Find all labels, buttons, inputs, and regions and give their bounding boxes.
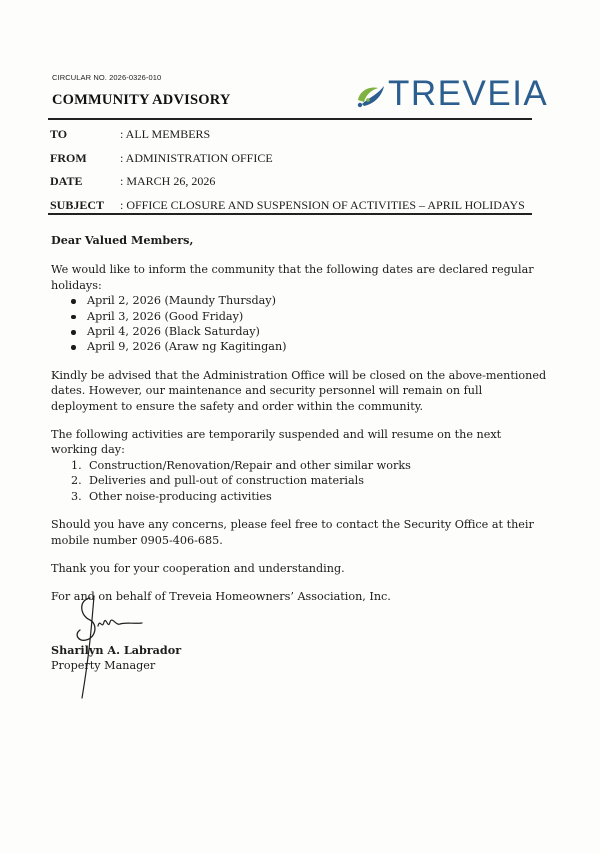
memo-label: DATE [50, 174, 83, 188]
memo-date-row [48, 171, 538, 195]
circular-number: CIRCULAR NO. 2026-0326-010 [52, 73, 162, 82]
list-item: April 2, 2026 (Maundy Thursday) [70, 293, 551, 308]
greeting: Dear Valued Members, [51, 233, 194, 247]
memo-from-row [48, 148, 538, 172]
holiday-list [51, 293, 551, 355]
leaf-swirl-icon [354, 80, 390, 110]
signatory-block [51, 643, 181, 674]
memo-value: : ADMINISTRATION OFFICE [120, 150, 273, 165]
thanks-paragraph: Thank you for your cooperation and understanding. [51, 561, 345, 575]
memo-header [48, 124, 538, 218]
memo-label: FROM [50, 150, 87, 165]
list-text: Other noise-producing activities [89, 489, 272, 503]
list-text: Deliveries and pull-out of construction materials [89, 474, 364, 488]
suspension-section [51, 427, 551, 504]
logo-wordmark: TREVEIA [388, 74, 549, 113]
behalf-paragraph: For and on behalf of Treveia Homeowners’ Association, Inc. [51, 590, 391, 604]
list-item: April 3, 2026 (Good Friday) [70, 309, 551, 324]
memo-label: TO [50, 127, 68, 141]
list-number: 2. [71, 474, 82, 488]
list-item [71, 489, 551, 504]
memo-value: : ALL MEMBERS [120, 127, 211, 141]
list-number: 3. [71, 489, 82, 503]
letter-body [51, 233, 551, 618]
concerns-paragraph: Should you have any concerns, please feel free to contact the Security Office at their mobile number 0905-406-685. [51, 518, 534, 547]
suspension-intro: The following activities are temporarily suspended and will resume on the next working day: [51, 428, 502, 457]
list-item [71, 458, 551, 473]
memo-value: : OFFICE CLOSURE AND SUSPENSION OF ACTIVITIES – APRIL HOLIDAYS [120, 197, 525, 212]
list-item [71, 473, 551, 488]
subject-divider [48, 213, 532, 215]
signatory-name: Sharilyn A. Labrador [51, 643, 182, 657]
suspended-activities-list [51, 458, 551, 504]
closure-paragraph: Kindly be advised that the Administration Office will be closed on the above-mentioned dates. However, our maintenance and security personnel will remain on full deployment to ensure the safety and order within the community. [51, 368, 547, 413]
header-divider [48, 118, 532, 120]
list-text: Construction/Renovation/Repair and other similar works [89, 458, 411, 472]
signatory-position: Property Manager [51, 659, 156, 673]
memo-to-row [48, 124, 538, 148]
holiday-section [51, 262, 551, 354]
intro-paragraph: We would like to inform the community that the following dates are declared regular holidays: [51, 263, 534, 292]
treveia-logo [354, 74, 549, 118]
list-item: April 9, 2026 (Araw ng Kagitingan) [70, 339, 551, 354]
memo-label: SUBJECT [50, 197, 105, 212]
list-number: 1. [71, 458, 82, 472]
memo-value: : MARCH 26, 2026 [120, 174, 216, 188]
advisory-title: COMMUNITY ADVISORY [52, 92, 231, 108]
list-item: April 4, 2026 (Black Saturday) [70, 324, 551, 339]
